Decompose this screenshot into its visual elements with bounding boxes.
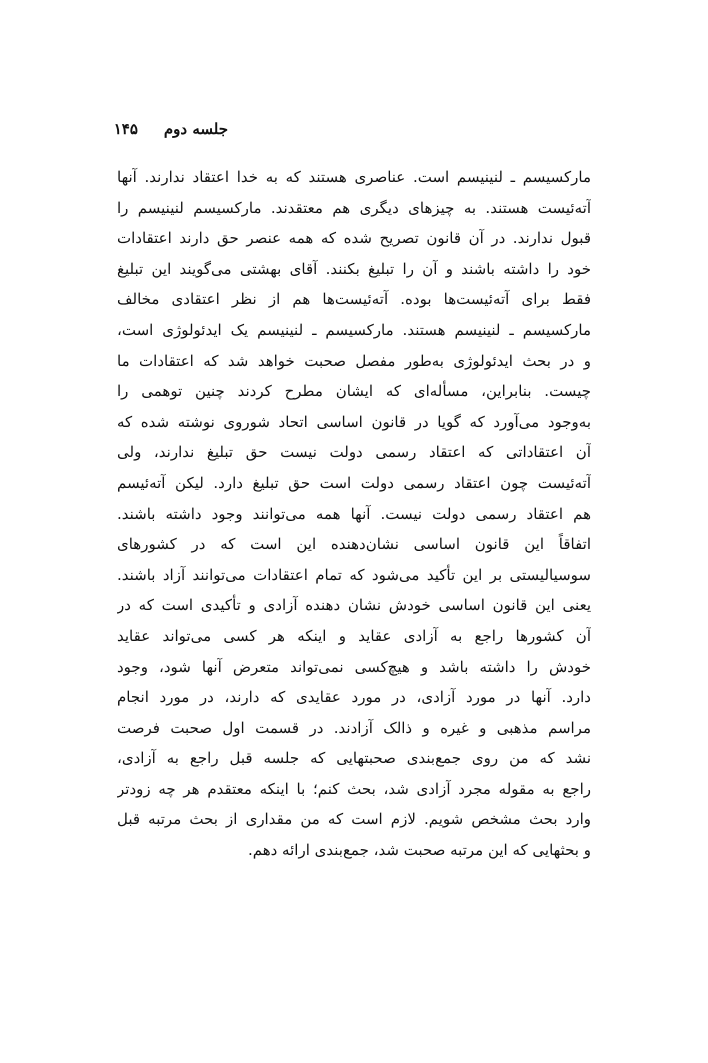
text-line: هم اعتقاد رسمی دولت نیست. آنها همه می‌توانند وجود داشته باشند.	[117, 504, 591, 523]
text-line: آته‌ئیست چون اعتقاد رسمی دولت است حق تبلیغ دارد. لیکن آته‌ئیسم	[117, 473, 591, 492]
text-line: مارکسیسم ـ لنینیسم است. عناصری هستند که به خدا اعتقاد ندارند. آنها	[117, 168, 591, 186]
text-line: خودش را داشته باشد و هیچ‌کسی نمی‌تواند متعرض آنها شود، وجود	[117, 657, 591, 676]
text-line: قبول ندارند. در آن قانون تصریح شده که همه عنصر حق دارند اعتقادات	[117, 229, 591, 248]
text-line: یعنی این قانون اساسی خودش نشان دهنده آزادی و تأکیدی است که در	[117, 596, 591, 615]
text-line: سوسیالیستی بر این تأکید می‌شود که تمام اعتقادات می‌توانند آزاد باشند.	[117, 565, 591, 584]
text-line: و در بحث ایدئولوژی به‌طور مفصل صحبت خواهد شد که اعتقادات ما	[117, 351, 591, 370]
text-line: وارد بحث مشخص شویم. لازم است که من مقداری از بحث مرتبه قبل	[117, 810, 591, 829]
text-line: مارکسیسم ـ لنینیسم هستند. مارکسیسم ـ لنینیسم یک ایدئولوژی است،	[117, 320, 591, 339]
text-line: خود را داشته باشند و آن را تبلیغ بکنند. آقای بهشتی می‌گویند این تبلیغ	[117, 259, 591, 278]
running-header	[108, 120, 228, 138]
text-line: آن کشورها راجع به آزادی عقاید و اینکه هر کسی می‌تواند عقاید	[117, 626, 591, 645]
body-text	[117, 162, 591, 866]
text-line: نشد که من روی جمع‌بندی صحبتهایی که جلسه قبل راجع به آزادی،	[117, 749, 591, 768]
text-line: آن اعتقاداتی که اعتقاد رسمی دولت نیست حق تبلیغ ندارند، ولی	[117, 443, 591, 462]
page-number: ۱۴۵	[113, 120, 138, 138]
text-line: راجع به مقوله مجرد آزادی شد، بحث کنم؛ با اینکه معتقدم هر چه زودتر	[117, 779, 591, 798]
text-line: مراسم مذهبی و غیره و ذالک آزادند. در قسمت اول صحبت فرصت	[117, 718, 591, 737]
section-title: جلسه دوم	[163, 120, 228, 138]
text-line: به‌وجود می‌آورد که گویا در قانون اساسی اتحاد شوروی نوشته شده که	[117, 412, 591, 431]
text-line: و بحثهایی که این مرتبه صحبت شد، جمع‌بندی ارائه دهم.	[247, 841, 591, 860]
text-line: دارد. آنها در مورد آزادی، در مورد عقایدی که دارند، در مورد انجام	[117, 688, 591, 707]
text-line: فقط برای آته‌ئیست‌ها بوده. آته‌ئیست‌ها هم از نظر اعتقادی مخالف	[117, 290, 591, 309]
text-line: اتفاقاً این قانون اساسی نشان‌دهنده این است که در کشورهای	[117, 535, 591, 554]
text-line: چیست. بنابراین، مسأله‌ای که ایشان مطرح کردند چنین توهمی را	[117, 382, 591, 401]
text-line: آته‌ئیست هستند. به چیزهای دیگری هم معتقدند. مارکسیسم لنینیسم را	[117, 198, 591, 217]
